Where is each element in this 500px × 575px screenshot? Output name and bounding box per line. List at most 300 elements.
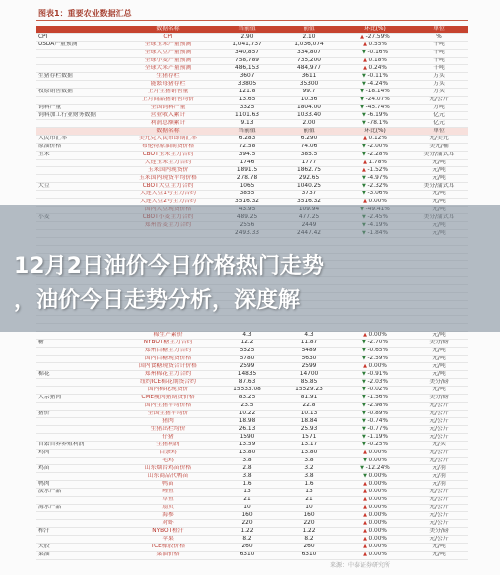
category-cell bbox=[36, 496, 120, 504]
indicator-name-cell-text: 纽约ICE棉花期货合约 bbox=[140, 378, 196, 385]
table-row bbox=[36, 496, 468, 504]
current-value-cell bbox=[216, 41, 278, 49]
up-arrow-icon: ▲ bbox=[360, 33, 366, 40]
indicator-name-cell-text: 草鱼 bbox=[162, 496, 174, 503]
change-cell-text: 0.00% bbox=[368, 480, 387, 487]
unit-cell-text: 美分/磅 bbox=[429, 394, 449, 401]
current-value-cell-text: 1.22 bbox=[240, 527, 254, 534]
indicator-name-cell-text: 大连玉米主力合约 bbox=[144, 159, 192, 166]
indicator-name-cell bbox=[120, 512, 216, 520]
report-title: 图表1：重要农业数据汇总 bbox=[38, 9, 132, 18]
unit-cell bbox=[410, 402, 468, 410]
unit-cell bbox=[410, 41, 468, 49]
category-cell-text: 原油价格 bbox=[38, 143, 62, 150]
current-value-cell-text: 3516.32 bbox=[235, 198, 259, 205]
previous-value-cell bbox=[278, 159, 340, 167]
current-value-cell-text: 3.8 bbox=[242, 472, 252, 479]
current-value-cell-text: 9.13 bbox=[240, 119, 254, 126]
indicator-name-cell bbox=[120, 96, 216, 104]
category-cell bbox=[36, 488, 120, 496]
indicator-name-cell-text: 大连大豆1号主力合约 bbox=[140, 190, 196, 197]
indicator-name-cell bbox=[120, 520, 216, 528]
down-arrow-icon: ▼ bbox=[362, 347, 368, 354]
indicator-name-cell bbox=[120, 394, 216, 402]
indicator-name-cell bbox=[120, 488, 216, 496]
current-value-cell-text: 18.98 bbox=[238, 417, 256, 424]
current-value-cell-text: 13.65 bbox=[238, 96, 256, 103]
previous-value-cell bbox=[278, 488, 340, 496]
change-cell bbox=[340, 496, 410, 504]
current-value-cell bbox=[216, 528, 278, 536]
previous-value-cell-text: 35300 bbox=[299, 80, 319, 87]
current-value-cell bbox=[216, 167, 278, 175]
indicator-name-cell bbox=[120, 65, 216, 73]
unit-cell-text: 千吨 bbox=[433, 57, 445, 64]
indicator-name-cell bbox=[120, 73, 216, 81]
previous-value-cell-text: 735,200 bbox=[297, 57, 321, 64]
source-footer: 来源：中泰证券研究所 bbox=[330, 562, 391, 569]
previous-value-cell bbox=[278, 57, 340, 65]
previous-value-cell-text: 1.22 bbox=[302, 527, 316, 534]
indicator-name-cell bbox=[120, 504, 216, 512]
indicator-name-cell bbox=[120, 339, 216, 347]
current-value-cell-text: 23.5 bbox=[240, 402, 254, 409]
indicator-name-cell-text: 国内棉花现货价 bbox=[147, 386, 189, 393]
current-value-cell bbox=[216, 441, 278, 449]
unit-cell-text: 亿元 bbox=[433, 111, 445, 118]
table-row bbox=[36, 34, 468, 42]
current-value-cell bbox=[216, 175, 278, 183]
down-arrow-icon: ▼ bbox=[362, 394, 368, 401]
previous-value-cell bbox=[278, 167, 340, 175]
unit-cell bbox=[410, 457, 468, 465]
unit-cell bbox=[410, 183, 468, 191]
unit-cell-text: 万吨 bbox=[433, 104, 445, 111]
unit-cell bbox=[410, 355, 468, 363]
down-arrow-icon: ▼ bbox=[362, 425, 368, 432]
indicator-name-cell-text: 苹果 bbox=[162, 535, 174, 542]
previous-value-cell-text: 1040.25 bbox=[297, 182, 321, 189]
up-arrow-icon: ▲ bbox=[363, 496, 369, 503]
unit-cell bbox=[410, 143, 468, 151]
change-cell bbox=[340, 551, 410, 559]
change-cell-text: 0.00% bbox=[368, 511, 387, 518]
up-arrow-icon: ▲ bbox=[363, 135, 369, 142]
table-row bbox=[36, 449, 468, 457]
down-arrow-icon: ▼ bbox=[362, 190, 368, 197]
change-cell bbox=[340, 386, 410, 394]
category-cell bbox=[36, 347, 120, 355]
change-cell-text: -2.98% bbox=[367, 402, 388, 409]
previous-value-cell bbox=[278, 34, 340, 42]
category-cell bbox=[36, 394, 120, 402]
previous-value-cell bbox=[278, 143, 340, 151]
current-value-cell bbox=[216, 504, 278, 512]
table-row bbox=[36, 379, 468, 387]
indicator-name-cell-text: 海参 bbox=[162, 511, 174, 518]
unit-cell-text: 元/吨 bbox=[432, 370, 446, 377]
change-cell bbox=[340, 120, 410, 128]
unit-cell-text: 元/吨 bbox=[432, 347, 446, 354]
unit-cell-text: 万头 bbox=[433, 80, 445, 87]
change-cell-text: 0.00% bbox=[368, 551, 387, 558]
current-value-cell-text: 83.25 bbox=[238, 394, 256, 401]
unit-cell-text: 元/吨 bbox=[432, 159, 446, 166]
previous-value-cell bbox=[278, 402, 340, 410]
down-arrow-icon: ▼ bbox=[362, 370, 368, 377]
unit-cell bbox=[410, 465, 468, 473]
unit-cell bbox=[410, 473, 468, 481]
change-cell bbox=[340, 41, 410, 49]
change-cell-text: 0.18% bbox=[368, 57, 387, 64]
unit-cell-text: 美分/蒲式耳 bbox=[423, 151, 455, 158]
change-cell bbox=[340, 151, 410, 159]
table-row bbox=[36, 543, 468, 551]
indicator-name-cell-text: 全球小麦产量预测 bbox=[144, 57, 192, 64]
table-row bbox=[36, 504, 468, 512]
unit-cell-text: 元/吨 bbox=[432, 355, 446, 362]
unit-cell-text: 元/公斤 bbox=[429, 519, 449, 526]
current-value-cell-text: 33805 bbox=[237, 80, 257, 87]
category-cell bbox=[36, 339, 120, 347]
change-cell-text: -3.06% bbox=[367, 190, 388, 197]
table-row bbox=[36, 355, 468, 363]
unit-cell bbox=[410, 528, 468, 536]
category-cell bbox=[36, 73, 120, 81]
category-cell bbox=[36, 441, 120, 449]
change-cell-text: 0.00% bbox=[368, 543, 387, 550]
indicator-name-cell bbox=[120, 151, 216, 159]
previous-value-cell-text: 74.06 bbox=[300, 143, 318, 150]
current-value-cell bbox=[216, 394, 278, 402]
change-cell-text: -45.74% bbox=[365, 104, 390, 111]
indicator-name-cell bbox=[120, 183, 216, 191]
change-cell bbox=[340, 394, 410, 402]
current-value-cell bbox=[216, 379, 278, 387]
current-value-cell bbox=[216, 465, 278, 473]
table-row bbox=[36, 457, 468, 465]
previous-value-cell-text: 10 bbox=[305, 504, 313, 511]
category-cell bbox=[36, 41, 120, 49]
header-cell: 单位 bbox=[410, 26, 468, 34]
category-cell-text: 榨汁 bbox=[38, 527, 50, 534]
current-value-cell-text: 2.8 bbox=[242, 464, 252, 471]
current-value-cell bbox=[216, 104, 278, 112]
category-cell bbox=[36, 520, 120, 528]
unit-cell-text: 元/公斤 bbox=[429, 433, 449, 440]
previous-value-cell-text: 3516.32 bbox=[297, 198, 321, 205]
unit-cell-text: 美分/蒲式耳 bbox=[423, 182, 455, 189]
current-value-cell-text: 14835 bbox=[237, 370, 257, 377]
unit-cell bbox=[410, 551, 468, 559]
change-cell-text: -12.24% bbox=[365, 464, 390, 471]
category-cell bbox=[36, 135, 120, 143]
category-cell-text: 大宗猪肉 bbox=[38, 394, 62, 401]
previous-value-cell-text: 25.93 bbox=[300, 425, 318, 432]
category-cell bbox=[36, 371, 120, 379]
indicator-name-cell-text: 国内白糖现货价格 bbox=[144, 355, 192, 362]
category-cell bbox=[36, 128, 120, 136]
current-value-cell-text: 13.80 bbox=[238, 449, 256, 456]
up-arrow-icon: ▲ bbox=[362, 166, 368, 173]
current-value-cell bbox=[216, 120, 278, 128]
unit-cell-text: 元/公斤 bbox=[429, 488, 449, 495]
unit-cell bbox=[410, 34, 468, 42]
indicator-name-cell bbox=[120, 363, 216, 371]
previous-value-cell-text: 1033.40 bbox=[297, 111, 321, 118]
change-cell-text: -18.14% bbox=[365, 88, 390, 95]
unit-cell bbox=[410, 57, 468, 65]
change-cell bbox=[340, 402, 410, 410]
down-arrow-icon: ▼ bbox=[362, 355, 368, 362]
change-cell bbox=[340, 520, 410, 528]
indicator-name-cell bbox=[120, 190, 216, 198]
up-arrow-icon: ▲ bbox=[363, 551, 369, 558]
indicator-name-cell-text: 能繁母猪存栏 bbox=[150, 80, 186, 87]
previous-value-cell-text: 14700 bbox=[299, 370, 319, 377]
change-cell bbox=[340, 112, 410, 120]
category-cell-text: 饲料产量 bbox=[38, 104, 62, 111]
unit-cell-text: 万头 bbox=[433, 88, 445, 95]
down-arrow-icon: ▼ bbox=[362, 72, 368, 79]
category-cell-text: 淡水产品 bbox=[38, 488, 62, 495]
unit-cell-text: 元/公斤 bbox=[429, 449, 449, 456]
category-cell-text: 天胶 bbox=[38, 543, 50, 550]
current-value-cell-text: 当前值 bbox=[238, 127, 256, 134]
unit-cell-text: 元/羽 bbox=[432, 480, 446, 487]
down-arrow-icon: ▼ bbox=[362, 378, 368, 385]
category-cell bbox=[36, 402, 120, 410]
up-arrow-icon: ▲ bbox=[363, 535, 369, 542]
table-row bbox=[36, 347, 468, 355]
previous-value-cell bbox=[278, 536, 340, 544]
change-cell-text: 0.00% bbox=[368, 449, 387, 456]
category-cell bbox=[36, 49, 120, 57]
current-value-cell bbox=[216, 34, 278, 42]
current-value-cell bbox=[216, 88, 278, 96]
current-value-cell-text: 5780 bbox=[239, 355, 255, 362]
unit-cell-text: 元/羽 bbox=[432, 464, 446, 471]
current-value-cell bbox=[216, 57, 278, 65]
unit-cell bbox=[410, 135, 468, 143]
previous-value-cell-text: 2.00 bbox=[302, 119, 316, 126]
category-cell bbox=[36, 363, 120, 371]
current-value-cell-text: 12.2 bbox=[240, 339, 254, 346]
previous-value-cell bbox=[278, 120, 340, 128]
previous-value-cell-text: 1777 bbox=[301, 159, 317, 166]
previous-value-cell bbox=[278, 418, 340, 426]
previous-value-cell bbox=[278, 457, 340, 465]
indicator-name-cell bbox=[120, 120, 216, 128]
current-value-cell bbox=[216, 151, 278, 159]
indicator-name-cell-text: 棉生产素价 bbox=[153, 331, 183, 338]
indicator-name-cell bbox=[120, 449, 216, 457]
current-value-cell bbox=[216, 449, 278, 457]
current-value-cell bbox=[216, 418, 278, 426]
down-arrow-icon: ▼ bbox=[362, 182, 368, 189]
current-value-cell-text: 5525 bbox=[239, 347, 255, 354]
category-cell bbox=[36, 512, 120, 520]
unit-cell-text: 千吨 bbox=[433, 49, 445, 56]
table-row bbox=[36, 143, 468, 151]
change-cell bbox=[340, 135, 410, 143]
change-cell-text: -4.97% bbox=[367, 174, 388, 181]
previous-value-cell bbox=[278, 481, 340, 489]
change-cell bbox=[340, 355, 410, 363]
previous-value-cell bbox=[278, 190, 340, 198]
indicator-name-cell-text: 国内食糖现货合计价格 bbox=[139, 362, 197, 369]
change-cell bbox=[340, 418, 410, 426]
table-row bbox=[36, 528, 468, 536]
previous-value-cell-text: 6310 bbox=[301, 551, 317, 558]
previous-value-cell-text: 1,036,074 bbox=[294, 41, 324, 48]
change-cell bbox=[340, 363, 410, 371]
current-value-cell-text: 121.8 bbox=[238, 88, 256, 95]
unit-cell-text: 美分/磅 bbox=[429, 339, 449, 346]
indicator-name-cell bbox=[120, 536, 216, 544]
table-row bbox=[36, 57, 468, 65]
unit-cell-text: 元/吨 bbox=[432, 331, 446, 338]
category-cell-text: USDA产量预测 bbox=[38, 41, 78, 48]
indicator-name-cell bbox=[120, 41, 216, 49]
current-value-cell bbox=[216, 488, 278, 496]
change-cell bbox=[340, 57, 410, 65]
down-arrow-icon: ▼ bbox=[362, 417, 368, 424]
change-cell-text: 0.00% bbox=[368, 527, 387, 534]
table-row bbox=[36, 363, 468, 371]
indicator-name-cell-text: 全国生猪平均价 bbox=[147, 410, 189, 417]
category-cell bbox=[36, 551, 120, 559]
current-value-cell bbox=[216, 112, 278, 120]
current-value-cell-text: 340,857 bbox=[235, 49, 259, 56]
current-value-cell bbox=[216, 512, 278, 520]
up-arrow-icon: ▲ bbox=[363, 64, 369, 71]
indicator-name-cell bbox=[120, 143, 216, 151]
indicator-name-cell bbox=[120, 473, 216, 481]
indicator-name-cell bbox=[120, 426, 216, 434]
previous-value-cell bbox=[278, 512, 340, 520]
indicator-name-cell bbox=[120, 104, 216, 112]
previous-value-cell bbox=[278, 81, 340, 89]
previous-value-cell bbox=[278, 65, 340, 73]
table-row bbox=[36, 371, 468, 379]
category-cell bbox=[36, 379, 120, 387]
indicator-name-cell bbox=[120, 88, 216, 96]
unit-cell-text: 美元/桶 bbox=[429, 143, 449, 150]
previous-value-cell-text: 1862.75 bbox=[297, 166, 321, 173]
unit-cell-text: 元/公斤 bbox=[429, 402, 449, 409]
previous-value-cell-text: 1804.00 bbox=[297, 104, 321, 111]
current-value-cell bbox=[216, 481, 278, 489]
indicator-name-cell-text: 鲤鱼 bbox=[162, 488, 174, 495]
unit-cell-text: 元/吨 bbox=[432, 386, 446, 393]
previous-value-cell bbox=[278, 347, 340, 355]
indicator-name-cell-text: 数据名称 bbox=[156, 127, 180, 134]
indicator-name-cell-text: 玉米国内现货平均价格 bbox=[139, 174, 197, 181]
current-value-cell bbox=[216, 355, 278, 363]
indicator-name-cell-text: 全球玉米产量预测 bbox=[144, 41, 192, 48]
indicator-name-cell-text: 美元兑人民币即期汇率 bbox=[139, 135, 197, 142]
change-cell bbox=[340, 441, 410, 449]
indicator-name-cell-text: 生猪出栏均价 bbox=[150, 425, 186, 432]
down-arrow-icon: ▼ bbox=[363, 472, 369, 479]
current-value-cell-text: 160 bbox=[241, 511, 253, 518]
current-value-cell bbox=[216, 190, 278, 198]
current-value-cell bbox=[216, 135, 278, 143]
indicator-name-cell bbox=[120, 371, 216, 379]
indicator-name-cell-text: 全球大米产量预测 bbox=[144, 64, 192, 71]
table-row bbox=[36, 167, 468, 175]
current-value-cell-text: 3607 bbox=[239, 72, 255, 79]
unit-cell-text: 元/公斤 bbox=[429, 535, 449, 542]
current-value-cell bbox=[216, 426, 278, 434]
current-value-cell bbox=[216, 551, 278, 559]
previous-value-cell bbox=[278, 135, 340, 143]
indicator-name-cell-text: 上月商品猪销售均价 bbox=[141, 96, 195, 103]
header-cell: 数据名称 bbox=[120, 26, 216, 34]
current-value-cell bbox=[216, 347, 278, 355]
current-value-cell-text: 72.58 bbox=[238, 143, 256, 150]
indicator-name-cell bbox=[120, 128, 216, 136]
change-cell-text: 0.00% bbox=[368, 496, 387, 503]
change-cell-text: -4.24% bbox=[367, 80, 388, 87]
change-cell bbox=[340, 504, 410, 512]
current-value-cell bbox=[216, 159, 278, 167]
unit-cell bbox=[410, 496, 468, 504]
down-arrow-icon: ▼ bbox=[360, 88, 366, 95]
unit-cell-text: 元/公斤 bbox=[429, 410, 449, 417]
current-value-cell-text: 87.63 bbox=[238, 378, 256, 385]
category-cell bbox=[36, 528, 120, 536]
current-value-cell-text: 8.2 bbox=[242, 535, 252, 542]
category-cell-text: 棉花 bbox=[38, 370, 50, 377]
change-cell-text: 0.00% bbox=[368, 488, 387, 495]
unit-cell bbox=[410, 96, 468, 104]
previous-value-cell-text: 10.36 bbox=[300, 96, 318, 103]
indicator-name-cell bbox=[120, 81, 216, 89]
unit-cell-text: 元/公斤 bbox=[429, 504, 449, 511]
unit-cell-text: 元/吨 bbox=[432, 174, 446, 181]
change-cell-text: 0.55% bbox=[368, 41, 387, 48]
change-cell bbox=[340, 481, 410, 489]
change-cell-text: -0.65% bbox=[367, 347, 388, 354]
up-arrow-icon: ▲ bbox=[363, 480, 369, 487]
change-cell bbox=[340, 543, 410, 551]
previous-value-cell bbox=[278, 528, 340, 536]
change-cell-text: 环比(%) bbox=[364, 127, 386, 134]
unit-cell bbox=[410, 520, 468, 528]
indicator-name-cell-text: NYBOT糖主力合约 bbox=[143, 339, 193, 346]
indicator-name-cell-text: TCE橡胶价格 bbox=[150, 543, 186, 550]
unit-cell-text: 元/吨 bbox=[432, 198, 446, 205]
previous-value-cell bbox=[278, 128, 340, 136]
previous-value-cell bbox=[278, 394, 340, 402]
down-arrow-icon: ▼ bbox=[362, 339, 368, 346]
category-cell-text: 鸡肉 bbox=[38, 449, 50, 456]
unit-cell bbox=[410, 65, 468, 73]
unit-cell-text: 元/吨 bbox=[432, 551, 446, 558]
headline-overlay-text bbox=[14, 250, 494, 318]
indicator-name-cell-text: 生猪存栏 bbox=[156, 72, 180, 79]
category-cell-text: 鸡苗 bbox=[38, 464, 50, 471]
category-cell bbox=[36, 183, 120, 191]
indicator-name-cell-text: CBOT大豆主力合约 bbox=[142, 182, 194, 189]
change-cell-text: -2.03% bbox=[367, 378, 388, 385]
unit-cell bbox=[410, 426, 468, 434]
down-arrow-icon: ▼ bbox=[362, 386, 368, 393]
previous-value-cell-text: 3.8 bbox=[304, 457, 314, 464]
down-arrow-icon: ▼ bbox=[362, 402, 368, 409]
